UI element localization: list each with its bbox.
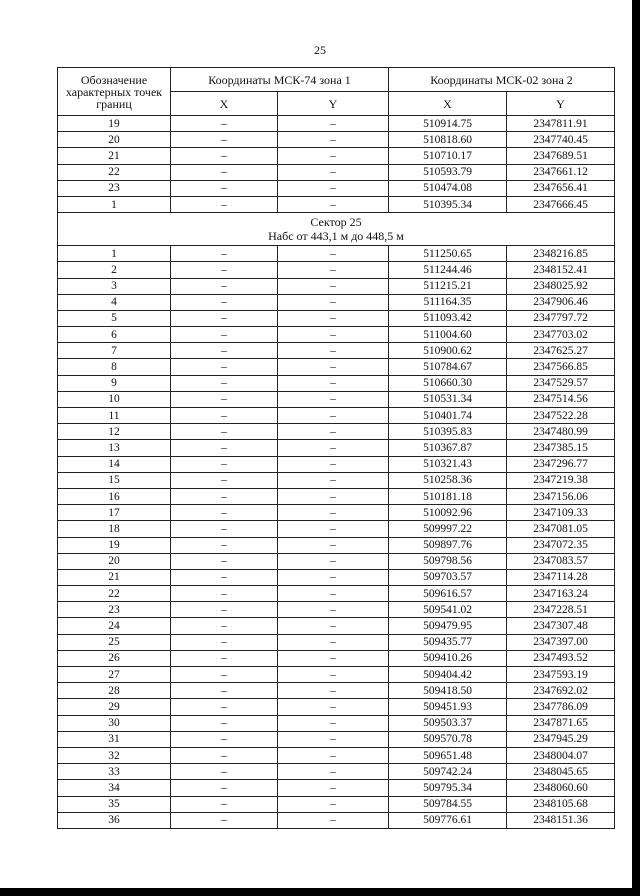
msk74-x-cell: – xyxy=(171,731,278,747)
msk74-x-cell: – xyxy=(171,327,278,343)
msk74-y-cell: – xyxy=(278,715,389,731)
msk02-y-cell: 2347163.24 xyxy=(507,586,615,602)
msk02-x-cell: 510395.34 xyxy=(389,196,507,212)
point-id-cell: 4 xyxy=(58,294,171,310)
point-id-cell: 28 xyxy=(58,683,171,699)
msk74-x-cell: – xyxy=(171,472,278,488)
msk02-x-cell: 510784.67 xyxy=(389,359,507,375)
msk02-x-cell: 509418.50 xyxy=(389,683,507,699)
msk74-y-cell: – xyxy=(278,440,389,456)
coordinates-table xyxy=(57,67,615,829)
msk74-y-cell: – xyxy=(278,796,389,812)
msk74-x-cell: – xyxy=(171,812,278,828)
point-id-cell: 35 xyxy=(58,796,171,812)
table-row xyxy=(58,196,615,212)
table-row xyxy=(58,586,615,602)
table-row xyxy=(58,424,615,440)
msk74-x-cell: – xyxy=(171,764,278,780)
table-row xyxy=(58,634,615,650)
msk02-y-cell: 2347703.02 xyxy=(507,327,615,343)
msk02-x-cell: 509410.26 xyxy=(389,650,507,666)
msk02-x-cell: 511164.35 xyxy=(389,294,507,310)
table-row xyxy=(58,650,615,666)
msk02-x-cell: 510401.74 xyxy=(389,408,507,424)
msk74-x-cell: – xyxy=(171,780,278,796)
header-msk74-x: X xyxy=(171,92,278,116)
point-id-cell: 6 xyxy=(58,327,171,343)
msk02-x-cell: 509795.34 xyxy=(389,780,507,796)
point-id-cell: 3 xyxy=(58,278,171,294)
msk02-y-cell: 2348152.41 xyxy=(507,262,615,278)
point-id-cell: 21 xyxy=(58,569,171,585)
point-id-cell: 20 xyxy=(58,132,171,148)
msk02-x-cell: 510710.17 xyxy=(389,148,507,164)
msk74-y-cell: – xyxy=(278,327,389,343)
msk74-x-cell: – xyxy=(171,391,278,407)
msk74-x-cell: – xyxy=(171,294,278,310)
table-row xyxy=(58,505,615,521)
msk02-x-cell: 509570.78 xyxy=(389,731,507,747)
table-row xyxy=(58,537,615,553)
table-row xyxy=(58,359,615,375)
scan-border-bottom xyxy=(0,888,640,896)
scan-border-right xyxy=(632,0,640,896)
table-row xyxy=(58,812,615,828)
table-row xyxy=(58,116,615,132)
table-row xyxy=(58,391,615,407)
msk74-y-cell: – xyxy=(278,262,389,278)
msk74-x-cell: – xyxy=(171,521,278,537)
msk02-y-cell: 2347114.28 xyxy=(507,569,615,585)
table-row xyxy=(58,715,615,731)
msk02-x-cell: 510660.30 xyxy=(389,375,507,391)
msk02-x-cell: 510367.87 xyxy=(389,440,507,456)
msk74-x-cell: – xyxy=(171,180,278,196)
msk74-y-cell: – xyxy=(278,505,389,521)
table-row xyxy=(58,764,615,780)
msk74-y-cell: – xyxy=(278,180,389,196)
msk02-y-cell: 2347786.09 xyxy=(507,699,615,715)
msk02-y-cell: 2348151.36 xyxy=(507,812,615,828)
msk74-x-cell: – xyxy=(171,586,278,602)
msk74-y-cell: – xyxy=(278,116,389,132)
msk74-y-cell: – xyxy=(278,488,389,504)
msk74-x-cell: – xyxy=(171,537,278,553)
sector-section xyxy=(58,213,615,246)
msk74-x-cell: – xyxy=(171,667,278,683)
msk74-y-cell: – xyxy=(278,764,389,780)
msk02-y-cell: 2347661.12 xyxy=(507,164,615,180)
msk02-y-cell: 2347666.45 xyxy=(507,196,615,212)
msk74-y-cell: – xyxy=(278,408,389,424)
table-row xyxy=(58,521,615,537)
point-id-cell: 25 xyxy=(58,634,171,650)
msk74-x-cell: – xyxy=(171,116,278,132)
point-id-cell: 21 xyxy=(58,148,171,164)
msk02-x-cell: 510474.08 xyxy=(389,180,507,196)
msk02-y-cell: 2348025.92 xyxy=(507,278,615,294)
msk74-x-cell: – xyxy=(171,262,278,278)
msk02-y-cell: 2347514.56 xyxy=(507,391,615,407)
table-row xyxy=(58,343,615,359)
table-row xyxy=(58,683,615,699)
point-id-cell: 22 xyxy=(58,586,171,602)
msk74-x-cell: – xyxy=(171,310,278,326)
msk74-x-cell: – xyxy=(171,132,278,148)
point-id-cell: 30 xyxy=(58,715,171,731)
point-id-cell: 14 xyxy=(58,456,171,472)
msk02-y-cell: 2347083.57 xyxy=(507,553,615,569)
msk02-y-cell: 2347493.52 xyxy=(507,650,615,666)
msk74-y-cell: – xyxy=(278,343,389,359)
msk74-y-cell: – xyxy=(278,618,389,634)
point-id-cell: 24 xyxy=(58,618,171,634)
msk02-x-cell: 510818.60 xyxy=(389,132,507,148)
msk02-x-cell: 511250.65 xyxy=(389,246,507,262)
sector-heading xyxy=(58,213,615,246)
msk74-y-cell: – xyxy=(278,699,389,715)
table-row xyxy=(58,262,615,278)
msk74-x-cell: – xyxy=(171,343,278,359)
msk02-x-cell: 510258.36 xyxy=(389,472,507,488)
msk02-x-cell: 509541.02 xyxy=(389,602,507,618)
table-body-sector xyxy=(58,246,615,829)
msk02-y-cell: 2347522.28 xyxy=(507,408,615,424)
msk02-x-cell: 509742.24 xyxy=(389,764,507,780)
msk02-x-cell: 510092.96 xyxy=(389,505,507,521)
msk74-x-cell: – xyxy=(171,359,278,375)
msk74-y-cell: – xyxy=(278,667,389,683)
point-id-cell: 18 xyxy=(58,521,171,537)
msk74-y-cell: – xyxy=(278,650,389,666)
point-id-cell: 5 xyxy=(58,310,171,326)
msk02-y-cell: 2347625.27 xyxy=(507,343,615,359)
msk02-y-cell: 2347906.46 xyxy=(507,294,615,310)
msk74-y-cell: – xyxy=(278,456,389,472)
point-id-cell: 29 xyxy=(58,699,171,715)
msk02-x-cell: 509616.57 xyxy=(389,586,507,602)
msk02-y-cell: 2348105.68 xyxy=(507,796,615,812)
msk74-y-cell: – xyxy=(278,310,389,326)
table-row xyxy=(58,310,615,326)
msk74-y-cell: – xyxy=(278,780,389,796)
msk02-x-cell: 510395.83 xyxy=(389,424,507,440)
msk74-y-cell: – xyxy=(278,602,389,618)
table-row xyxy=(58,488,615,504)
msk02-y-cell: 2348060.60 xyxy=(507,780,615,796)
point-id-cell: 23 xyxy=(58,180,171,196)
msk02-y-cell: 2347797.72 xyxy=(507,310,615,326)
table-row xyxy=(58,164,615,180)
point-id-cell: 2 xyxy=(58,262,171,278)
msk74-y-cell: – xyxy=(278,537,389,553)
sector-title: Сектор 25 xyxy=(310,215,362,230)
msk74-x-cell: – xyxy=(171,456,278,472)
msk02-y-cell: 2347228.51 xyxy=(507,602,615,618)
msk02-x-cell: 510181.18 xyxy=(389,488,507,504)
msk02-x-cell: 511004.60 xyxy=(389,327,507,343)
sector-row xyxy=(58,213,615,246)
point-id-cell: 15 xyxy=(58,472,171,488)
point-id-cell: 9 xyxy=(58,375,171,391)
table-row xyxy=(58,699,615,715)
msk74-y-cell: – xyxy=(278,375,389,391)
table-row xyxy=(58,148,615,164)
msk02-y-cell: 2348216.85 xyxy=(507,246,615,262)
point-id-cell: 11 xyxy=(58,408,171,424)
msk74-x-cell: – xyxy=(171,618,278,634)
table-row xyxy=(58,553,615,569)
msk02-y-cell: 2347072.35 xyxy=(507,537,615,553)
msk02-x-cell: 509503.37 xyxy=(389,715,507,731)
table-row xyxy=(58,375,615,391)
msk74-y-cell: – xyxy=(278,424,389,440)
msk74-x-cell: – xyxy=(171,246,278,262)
msk02-x-cell: 509997.22 xyxy=(389,521,507,537)
msk02-x-cell: 509479.95 xyxy=(389,618,507,634)
point-id-cell: 31 xyxy=(58,731,171,747)
point-id-cell: 36 xyxy=(58,812,171,828)
table-row xyxy=(58,618,615,634)
msk74-y-cell: – xyxy=(278,569,389,585)
msk74-x-cell: – xyxy=(171,278,278,294)
msk74-x-cell: – xyxy=(171,408,278,424)
point-id-cell: 19 xyxy=(58,537,171,553)
msk74-x-cell: – xyxy=(171,747,278,763)
msk02-y-cell: 2347529.57 xyxy=(507,375,615,391)
table-row xyxy=(58,278,615,294)
point-id-cell: 1 xyxy=(58,246,171,262)
header-msk02: Координаты МСК-02 зона 2 xyxy=(389,68,615,92)
table-row xyxy=(58,796,615,812)
msk02-y-cell: 2348045.65 xyxy=(507,764,615,780)
table-row xyxy=(58,180,615,196)
msk74-y-cell: – xyxy=(278,132,389,148)
msk74-y-cell: – xyxy=(278,472,389,488)
msk74-y-cell: – xyxy=(278,196,389,212)
msk02-y-cell: 2348004.07 xyxy=(507,747,615,763)
msk02-y-cell: 2347219.38 xyxy=(507,472,615,488)
msk02-x-cell: 511215.21 xyxy=(389,278,507,294)
msk74-y-cell: – xyxy=(278,391,389,407)
msk74-y-cell: – xyxy=(278,683,389,699)
msk74-x-cell: – xyxy=(171,424,278,440)
msk74-x-cell: – xyxy=(171,148,278,164)
point-id-cell: 7 xyxy=(58,343,171,359)
point-id-cell: 8 xyxy=(58,359,171,375)
msk74-y-cell: – xyxy=(278,246,389,262)
msk02-y-cell: 2347109.33 xyxy=(507,505,615,521)
msk74-x-cell: – xyxy=(171,683,278,699)
msk02-y-cell: 2347593.19 xyxy=(507,667,615,683)
msk02-x-cell: 509404.42 xyxy=(389,667,507,683)
msk74-x-cell: – xyxy=(171,715,278,731)
msk02-y-cell: 2347811.91 xyxy=(507,116,615,132)
table-row xyxy=(58,132,615,148)
msk74-y-cell: – xyxy=(278,148,389,164)
table-header-row xyxy=(58,68,615,92)
msk02-y-cell: 2347156.06 xyxy=(507,488,615,504)
msk02-x-cell: 509703.57 xyxy=(389,569,507,585)
msk74-y-cell: – xyxy=(278,294,389,310)
point-id-cell: 16 xyxy=(58,488,171,504)
msk02-y-cell: 2347296.77 xyxy=(507,456,615,472)
table-row xyxy=(58,408,615,424)
msk02-y-cell: 2347081.05 xyxy=(507,521,615,537)
msk02-y-cell: 2347945.29 xyxy=(507,731,615,747)
msk74-y-cell: – xyxy=(278,359,389,375)
msk02-x-cell: 510914.75 xyxy=(389,116,507,132)
msk74-x-cell: – xyxy=(171,699,278,715)
msk74-y-cell: – xyxy=(278,553,389,569)
msk02-x-cell: 511244.46 xyxy=(389,262,507,278)
msk74-x-cell: – xyxy=(171,553,278,569)
msk74-x-cell: – xyxy=(171,569,278,585)
msk02-x-cell: 510593.79 xyxy=(389,164,507,180)
msk74-x-cell: – xyxy=(171,634,278,650)
msk74-x-cell: – xyxy=(171,505,278,521)
msk74-y-cell: – xyxy=(278,278,389,294)
point-id-cell: 20 xyxy=(58,553,171,569)
point-id-cell: 22 xyxy=(58,164,171,180)
msk02-y-cell: 2347871.65 xyxy=(507,715,615,731)
msk74-x-cell: – xyxy=(171,650,278,666)
msk74-y-cell: – xyxy=(278,812,389,828)
table-body-top xyxy=(58,116,615,213)
msk02-x-cell: 510900.62 xyxy=(389,343,507,359)
point-id-cell: 12 xyxy=(58,424,171,440)
point-id-cell: 33 xyxy=(58,764,171,780)
table-row xyxy=(58,456,615,472)
table-row xyxy=(58,246,615,262)
table-row xyxy=(58,731,615,747)
msk02-x-cell: 510321.43 xyxy=(389,456,507,472)
header-msk74-y: Y xyxy=(278,92,389,116)
msk02-y-cell: 2347307.48 xyxy=(507,618,615,634)
table-row xyxy=(58,747,615,763)
msk74-x-cell: – xyxy=(171,602,278,618)
point-id-cell: 13 xyxy=(58,440,171,456)
table-row xyxy=(58,780,615,796)
msk74-x-cell: – xyxy=(171,375,278,391)
table-row xyxy=(58,472,615,488)
table-row xyxy=(58,440,615,456)
header-msk02-y: Y xyxy=(507,92,615,116)
table-row xyxy=(58,294,615,310)
point-id-cell: 19 xyxy=(58,116,171,132)
point-id-cell: 17 xyxy=(58,505,171,521)
msk74-y-cell: – xyxy=(278,747,389,763)
msk02-x-cell: 509784.55 xyxy=(389,796,507,812)
msk02-x-cell: 509451.93 xyxy=(389,699,507,715)
sector-range: Набс от 443,1 м до 448,5 м xyxy=(268,229,404,244)
point-id-cell: 23 xyxy=(58,602,171,618)
msk02-x-cell: 511093.42 xyxy=(389,310,507,326)
table-row xyxy=(58,569,615,585)
point-id-cell: 32 xyxy=(58,747,171,763)
msk74-x-cell: – xyxy=(171,796,278,812)
msk74-x-cell: – xyxy=(171,196,278,212)
msk74-x-cell: – xyxy=(171,440,278,456)
point-id-cell: 10 xyxy=(58,391,171,407)
msk02-y-cell: 2347656.41 xyxy=(507,180,615,196)
table-row xyxy=(58,327,615,343)
msk02-x-cell: 509435.77 xyxy=(389,634,507,650)
msk74-y-cell: – xyxy=(278,731,389,747)
point-id-cell: 1 xyxy=(58,196,171,212)
header-point-id: Обозначение характерных точек границ xyxy=(58,68,171,116)
msk02-y-cell: 2347480.99 xyxy=(507,424,615,440)
point-id-cell: 26 xyxy=(58,650,171,666)
msk74-y-cell: – xyxy=(278,634,389,650)
msk02-x-cell: 509798.56 xyxy=(389,553,507,569)
msk02-y-cell: 2347740.45 xyxy=(507,132,615,148)
msk02-y-cell: 2347689.51 xyxy=(507,148,615,164)
msk74-y-cell: – xyxy=(278,164,389,180)
msk02-x-cell: 509776.61 xyxy=(389,812,507,828)
msk02-y-cell: 2347397.00 xyxy=(507,634,615,650)
table-row xyxy=(58,602,615,618)
msk02-y-cell: 2347692.02 xyxy=(507,683,615,699)
msk74-x-cell: – xyxy=(171,164,278,180)
page-number: 25 xyxy=(314,43,326,57)
msk74-x-cell: – xyxy=(171,488,278,504)
header-msk02-x: X xyxy=(389,92,507,116)
msk02-x-cell: 509897.76 xyxy=(389,537,507,553)
msk02-x-cell: 510531.34 xyxy=(389,391,507,407)
msk74-y-cell: – xyxy=(278,586,389,602)
point-id-cell: 27 xyxy=(58,667,171,683)
table-row xyxy=(58,667,615,683)
msk02-x-cell: 509651.48 xyxy=(389,747,507,763)
header-msk74: Координаты МСК-74 зона 1 xyxy=(171,68,389,92)
msk74-y-cell: – xyxy=(278,521,389,537)
msk02-y-cell: 2347566.85 xyxy=(507,359,615,375)
point-id-cell: 34 xyxy=(58,780,171,796)
msk02-y-cell: 2347385.15 xyxy=(507,440,615,456)
